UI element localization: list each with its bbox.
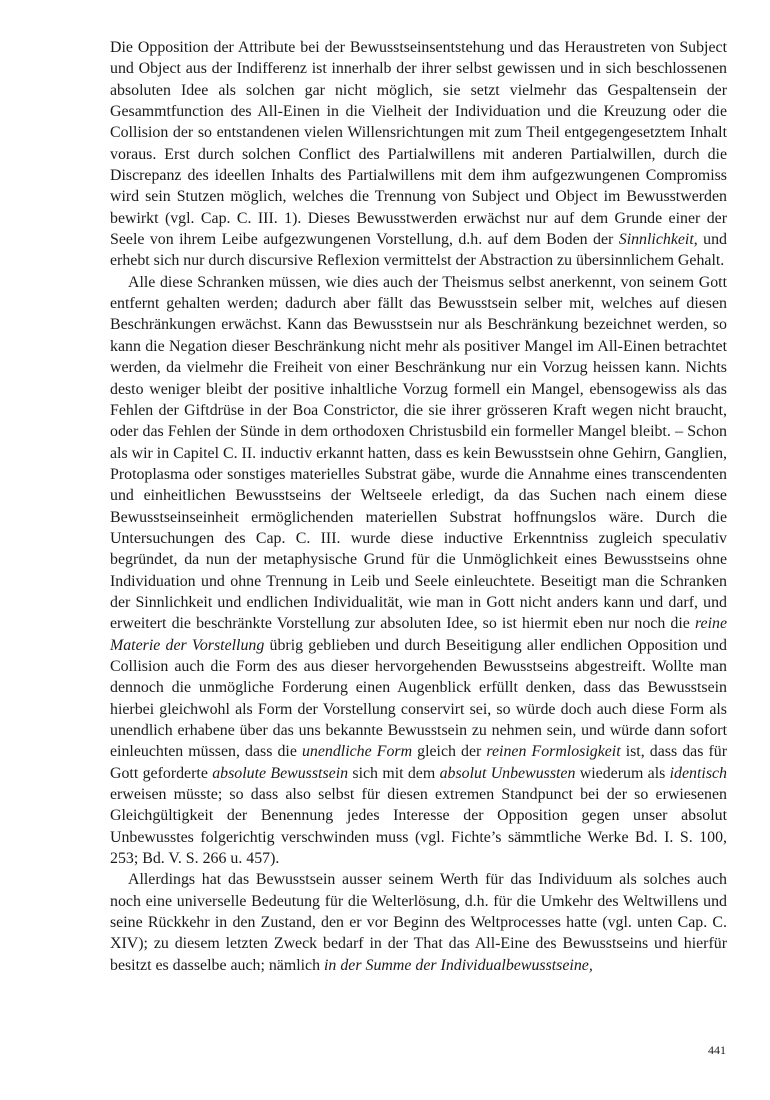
emphasis-unendliche-form: unendliche Form — [301, 743, 413, 761]
paragraph-2 — [110, 272, 727, 870]
paragraph-2-text: ist, dass das für Gott geforderte — [110, 743, 727, 782]
paragraph-3 — [110, 869, 727, 976]
paragraph-2-text: sich mit dem — [348, 764, 440, 782]
emphasis-absolut-unbewussten: absolut Unbewussten — [439, 764, 576, 782]
paragraph-2-text: wiederum als — [575, 764, 670, 782]
emphasis-absolute-bewusstsein: absolute Bewusstsein — [212, 764, 349, 782]
emphasis-identisch: identisch — [669, 764, 727, 782]
paragraph-2-text: Alle diese Schranken müssen, wie dies auch der Theismus selbst anerkennt, von seinem Gott entfernt gehalten werden; dadurch aber fällt das Bewusstsein selber mit, welches auf diesen Beschränkungen erwächst. Kann das Bewusstsein nur als Beschränkung bezeichnet werden, so kann die Negation dieser Beschränkung nicht mehr als positiver Mangel im All-Einen betrachtet werden, da vielmehr die Freiheit von einer Beschränkung nur ein Vorzug heissen kann. Nichts desto weniger bleibt der positive inhaltliche Vorzug formell ein Mangel, ebensogewiss als das Fehlen der Giftdrüse in der Boa Constrictor, die sie ihrer grösseren Kraft wegen nicht braucht, oder das Fehlen der Sünde in dem orthodoxen Christusbild ein formeller Mangel bleibt. – Schon als wir in Capitel C. II. inductiv erkannt hatten, dass es kein Bewusstsein ohne Gehirn, Ganglien, Protoplasma oder sonstiges materielles Substrat gäbe, wurde die Annahme eines transcendenten und einheitlichen Bewusstseins der Weltseele erledigt, da das Suchen nach einem diese Bewusstseinseinheit ermöglichenden materiellen Substrat hoffnungslos wäre. Durch die Untersuchungen des Cap. C. III. wurde diese inductive Erkenntniss zugleich speculativ begründet, da nun der metaphysische Grund für die Unmöglichkeit eines Bewusstseins ohne Individuation und ohne Trennung in Leib und Seele einleuchtete. Beseitigt man die Schranken der Sinnlichkeit und endlichen Individualität, wie man in Gott nicht anders kann und darf, und erweitert die beschränkte Vorstellung zur absoluten Idee, so ist hiermit eben nur noch die — [110, 273, 727, 633]
paragraph-2-text: übrig geblieben und durch Beseitigung aller endlichen Opposition und Collision auch die Form des aus dieser hervorgehenden Bewusstseins abgestreift. Wollte man dennoch die unmögliche Forderung einen Augenblick erfüllt denken, dass das Bewusstsein hierbei gleichwohl als Form der Vorstellung conservirt sei, so würde doch auch diese Form als unendlich erhabene über das uns bekannte Bewusstsein zu nehmen sein, und würde dann sofort einleuchten müssen, dass die — [110, 636, 728, 761]
emphasis-reine-materie: reine Materie der Vorstellung — [110, 615, 727, 654]
emphasis-reinen-formlosigkeit: reinen Formlosigkeit — [486, 743, 621, 761]
emphasis-sinnlichkeit: Sinnlichkeit — [618, 231, 694, 249]
page-body — [110, 37, 727, 976]
emphasis-summe-individualbewusstseine: in der Summe der Individualbewusstseine, — [324, 956, 593, 974]
paragraph-3-text: Allerdings hat das Bewusstsein ausser seinem Werth für das Individuum als solches auch noch eine universelle Bedeutung für die Welterlösung, d.h. für die Umkehr des Weltwillens und seine Rückkehr in den Zustand, den er vor Beginn des Weltprocesses hatte (vgl. unten Cap. C. XIV); zu diesem letzten Zweck bedarf in der That das All-Eine des Bewusstseins und hierfür besitzt es dasselbe auch; nämlich — [110, 871, 727, 974]
paragraph-1 — [110, 37, 727, 272]
paragraph-2-text: gleich der — [412, 743, 487, 761]
page-number: 441 — [708, 1043, 726, 1057]
paragraph-1-text: Die Opposition der Attribute bei der Bewusstseinsentstehung und das Heraustreten von Subject und Object aus der Indifferenz ist innerhalb der ihrer selbst gewissen und in sich beschlossenen absoluten Idee als solchen gar nicht möglich, sie setzt vielmehr das Gespaltensein der Gesammtfunction des All-Einen in die Vielheit der Individuation und die Kreuzung oder die Collision der so entstandenen vielen Willensrichtungen mit zum Theil entgegengesetztem Inhalt voraus. Erst durch solchen Conflict des Partialwillens mit anderen Partialwillen, durch die Discrepanz des ideellen Inhalts des Partialwillens mit dem ihm aufgezwungenen Compromiss wird sein Stutzen möglich, welches die Trennung von Subject und Object im Bewusstwerden bewirkt (vgl. Cap. C. III. 1). Dieses Bewusstwerden erwächst nur auf dem Grunde einer der Seele von ihrem Leibe aufgezwungenen Vorstellung, d.h. auf dem Boden der — [110, 39, 727, 249]
paragraph-1-text: , und erhebt sich nur durch discursive Reflexion vermittelst der Abstraction zu übersinnlichem Gehalt. — [110, 231, 727, 270]
paragraph-2-text: erweisen müsste; so dass also selbst für diesen extremen Standpunct bei der so erwiesenen Gleichgültigkeit der Benennung jedes Interesse der Opposition gegen unser absolut Unbewusstes folgerichtig verschwinden muss (vgl. Fichte’s sämmtliche Werke Bd. I. S. 100, 253; Bd. V. S. 266 u. 457). — [110, 786, 727, 868]
